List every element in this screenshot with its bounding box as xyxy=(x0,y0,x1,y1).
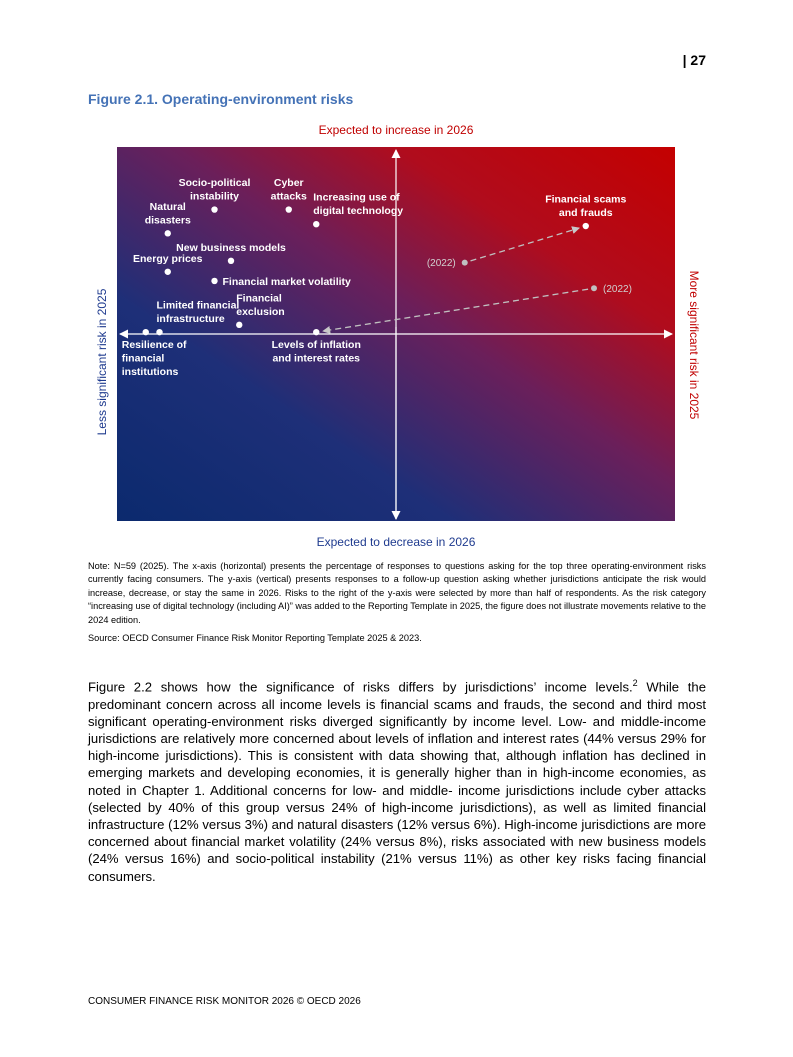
point-resilience-of-financial-institutions xyxy=(143,329,149,335)
body-paragraph xyxy=(88,675,706,885)
point-financial-exclusion xyxy=(236,322,242,328)
label-limited-financial-infrastructure-line-2: infrastructure xyxy=(156,313,225,326)
point-cyber-attacks xyxy=(286,206,292,212)
point-financial-scams-and-frauds xyxy=(583,223,589,229)
label-natural-disasters-line-1: Natural xyxy=(149,200,186,213)
risk-quadrant-chart xyxy=(117,147,675,521)
label-natural-disasters-line-2: disasters xyxy=(144,214,191,227)
point-natural-disasters xyxy=(165,230,171,236)
point-financial-market-volatility xyxy=(211,278,217,284)
figure-note: Note: N=59 (2025). The x-axis (horizontal) presents the percentage of responses to questions asking for the top three operating-environment risks currently facing consumers. The y-axis (vertical) presents responses to a follow-up question asking whether jurisdictions anticipate the risk would increase, decrease, or stay the same in 2026. Risks to the right of the y-axis were selected by more than half of respondents. As the risk category “increasing use of digital technology (including AI)” was added to the Reporting Template in 2025, the figure does not illustrate movements relative to the 2024 edition. xyxy=(88,561,706,625)
label-financial-exclusion-line-1: Financial xyxy=(236,292,282,305)
point-increasing-use-of-digital-technology xyxy=(313,221,319,227)
trail-origin-1 xyxy=(462,260,468,266)
label-financial-scams-and-frauds-line-2: and frauds xyxy=(558,207,613,220)
label-financial-scams-and-frauds-line-1: Financial scams xyxy=(545,193,627,206)
label-financial-market-volatility: Financial market volatility xyxy=(222,275,351,288)
trail-label-1: (2022) xyxy=(426,258,456,270)
point-limited-financial-infrastructure xyxy=(156,329,162,335)
page-footer: CONSUMER FINANCE RISK MONITOR 2026 © OECD 2026 xyxy=(88,996,361,1007)
body-text-1: shows how the significance of risks differs by jurisdictions’ income levels. xyxy=(152,679,633,695)
figure-source: Source: OECD Consumer Finance Risk Monitor Reporting Template 2025 & 2023. xyxy=(88,633,422,643)
axis-label-bottom: Expected to decrease in 2026 xyxy=(316,535,476,549)
label-limited-financial-infrastructure-line-1: Limited financial xyxy=(156,299,240,312)
label-increasing-use-of-digital-technology-line-1: Increasing use of xyxy=(313,191,400,204)
figure-link[interactable]: Figure 2.2 xyxy=(88,679,153,695)
body-text-2: While the predominant concern across all income levels is financial scams and frauds, the second and third most significant operating-environment risks diverged significantly by income level. Low- and middle-income jurisdictions are relatively more concerned about levels of inflation and interest rates (44% versus 29% for high-income jurisdictions). This is consistent with data showing that, although inflation has declined in emerging markets and developing economies, it is generally higher than in high-income economies, as noted in Chapter 1. Additional concerns for low- and middle- income jurisdictions include cyber attacks (selected by 40% of this group versus 24% of high-income jurisdictions), as well as limited financial infrastructure (12% versus 3%) and natural disasters (12% versus 6%). High-income jurisdictions are more concerned about financial market volatility (24% versus 8%), risks associated with new business models (24% versus 16%) and socio-political instability (21% versus 11%) as other key risks facing financial consumers. xyxy=(88,679,706,884)
axis-label-left: Less significant risk in 2025 xyxy=(95,288,109,436)
point-levels-of-inflation-and-interest-rates xyxy=(313,329,319,335)
label-resilience-of-financial-institutions-line-1: Resilience of xyxy=(121,339,187,352)
label-new-business-models: New business models xyxy=(176,241,286,254)
point-energy-prices xyxy=(165,269,171,275)
page-number: | 27 xyxy=(682,52,706,68)
figure-title: Figure 2.1. Operating-environment risks xyxy=(88,91,354,107)
trail-origin-2 xyxy=(591,285,597,291)
axis-label-right: More significant risk in 2025 xyxy=(687,270,701,420)
label-cyber-attacks-line-1: Cyber xyxy=(273,177,304,190)
point-socio-political-instability xyxy=(211,206,217,212)
axis-label-top: Expected to increase in 2026 xyxy=(318,123,474,137)
label-financial-exclusion-line-2: exclusion xyxy=(236,305,285,318)
label-resilience-of-financial-institutions-line-3: institutions xyxy=(121,366,179,379)
label-levels-of-inflation-and-interest-rates-line-1: Levels of inflation xyxy=(271,339,361,352)
label-levels-of-inflation-and-interest-rates-line-2: and interest rates xyxy=(272,352,361,365)
label-energy-prices: Energy prices xyxy=(133,252,203,265)
trail-label-2: (2022) xyxy=(603,283,632,295)
label-increasing-use-of-digital-technology-line-2: digital technology xyxy=(313,205,404,218)
label-socio-political-instability-line-1: Socio-political xyxy=(178,177,251,190)
point-new-business-models xyxy=(228,258,234,264)
footnote-ref[interactable]: 2 xyxy=(632,678,638,688)
label-cyber-attacks-line-2: attacks xyxy=(270,190,307,203)
label-socio-political-instability-line-2: instability xyxy=(189,190,240,203)
label-resilience-of-financial-institutions-line-2: financial xyxy=(121,352,165,365)
